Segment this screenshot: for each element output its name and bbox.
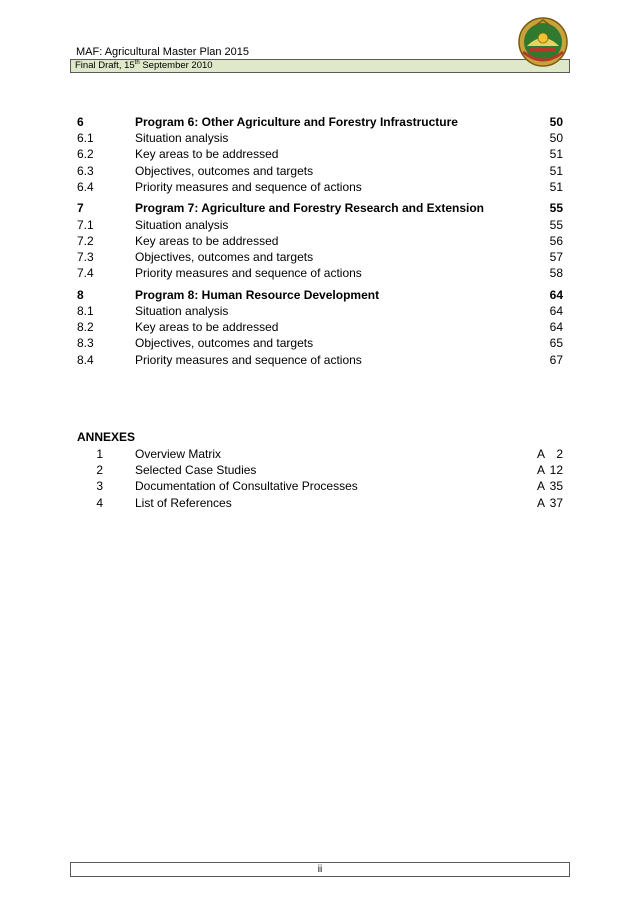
footer-page-band xyxy=(70,862,570,877)
ministry-emblem-icon xyxy=(517,16,569,68)
toc-number: 6 xyxy=(77,115,84,129)
toc-section-row[interactable] xyxy=(77,130,563,146)
toc-number: 7.4 xyxy=(77,266,94,281)
toc-title: Program 7: Agriculture and Forestry Research and Extension xyxy=(135,201,484,216)
annex-page-prefix: A xyxy=(536,495,545,510)
annex-page-prefix: A xyxy=(536,479,545,494)
toc-number: 8.1 xyxy=(77,304,94,319)
header-draft-band xyxy=(70,59,570,73)
toc-number: 6.4 xyxy=(77,179,94,194)
annexes-list xyxy=(77,446,563,511)
toc-title: Situation analysis xyxy=(135,217,229,232)
toc-page: 57 xyxy=(549,250,563,264)
toc-title: Situation analysis xyxy=(135,304,229,319)
annex-number: 4 xyxy=(96,495,103,510)
toc-title: Objectives, outcomes and targets xyxy=(135,250,314,264)
toc-number: 7.2 xyxy=(77,233,94,248)
toc-section-row[interactable] xyxy=(77,319,563,335)
toc-group-6 xyxy=(77,114,563,195)
toc-title: Objectives, outcomes and targets xyxy=(135,163,314,178)
annex-page: 12 xyxy=(549,463,563,478)
toc-title: Key areas to be addressed xyxy=(135,147,279,162)
toc-number: 8.2 xyxy=(77,320,94,335)
toc-page: 51 xyxy=(549,147,563,162)
toc-title: Situation analysis xyxy=(135,131,229,146)
toc-section-row[interactable] xyxy=(77,335,563,351)
toc-number: 7.1 xyxy=(77,217,94,232)
header-title: MAF: Agricultural Master Plan 2015 xyxy=(76,46,250,58)
annex-page: 35 xyxy=(549,479,563,494)
toc-group-8 xyxy=(77,287,563,368)
toc-page: 51 xyxy=(549,163,563,178)
toc-page: 50 xyxy=(549,131,563,146)
toc-number: 6.1 xyxy=(77,131,94,146)
annex-row[interactable] xyxy=(77,478,563,494)
annex-number: 3 xyxy=(96,479,103,494)
annexes-heading: ANNEXES xyxy=(77,430,136,444)
toc-number: 8.3 xyxy=(77,336,94,351)
toc-page: 56 xyxy=(549,233,563,248)
toc-chapter-row[interactable] xyxy=(77,114,563,130)
annex-page: 37 xyxy=(549,495,563,510)
toc-page: 50 xyxy=(549,115,563,129)
toc-group-7 xyxy=(77,200,563,281)
toc-title: Key areas to be addressed xyxy=(135,320,279,335)
toc-section-row[interactable] xyxy=(77,233,563,249)
toc-title: Priority measures and sequence of actions xyxy=(135,352,362,367)
table-of-contents xyxy=(77,114,563,368)
annex-number: 1 xyxy=(96,447,103,461)
toc-section-row[interactable] xyxy=(77,303,563,319)
toc-chapter-row[interactable] xyxy=(77,200,563,216)
toc-number: 7 xyxy=(77,201,84,216)
toc-page: 64 xyxy=(549,304,563,319)
toc-page: 65 xyxy=(549,336,563,351)
toc-number: 7.3 xyxy=(77,250,94,264)
toc-number: 6.2 xyxy=(77,147,94,162)
toc-section-row[interactable] xyxy=(77,265,563,281)
draft-prefix: Final Draft, 15 xyxy=(75,60,135,71)
annex-page-prefix: A xyxy=(536,447,545,461)
annex-number: 2 xyxy=(96,463,103,478)
toc-title: Key areas to be addressed xyxy=(135,233,279,248)
toc-page: 64 xyxy=(549,320,563,335)
toc-page: 58 xyxy=(549,266,563,281)
toc-section-row[interactable] xyxy=(77,163,563,179)
toc-page: 64 xyxy=(549,287,563,302)
toc-title: Program 8: Human Resource Development xyxy=(135,287,380,302)
annex-page-prefix: A xyxy=(536,463,545,478)
toc-section-row[interactable] xyxy=(77,217,563,233)
annex-page: 2 xyxy=(556,447,563,461)
annex-title: Overview Matrix xyxy=(135,447,222,461)
toc-number: 8.4 xyxy=(77,352,94,367)
toc-page: 55 xyxy=(549,201,563,216)
annex-title: Selected Case Studies xyxy=(135,463,257,478)
toc-section-row[interactable] xyxy=(77,179,563,195)
toc-title: Program 6: Other Agriculture and Forestry Infrastructure xyxy=(135,115,458,129)
toc-title: Objectives, outcomes and targets xyxy=(135,336,314,351)
annex-row[interactable] xyxy=(77,462,563,478)
annex-row[interactable] xyxy=(77,446,563,462)
toc-page: 51 xyxy=(549,179,563,194)
draft-suffix: September 2010 xyxy=(139,60,213,71)
toc-number: 6.3 xyxy=(77,163,94,178)
toc-page: 55 xyxy=(549,217,563,232)
toc-section-row[interactable] xyxy=(77,249,563,265)
annex-title: List of References xyxy=(135,495,232,510)
toc-number: 8 xyxy=(77,287,84,302)
page-number: ii xyxy=(317,864,323,875)
toc-chapter-row[interactable] xyxy=(77,287,563,303)
toc-section-row[interactable] xyxy=(77,146,563,162)
toc-section-row[interactable] xyxy=(77,352,563,368)
draft-superscript: th xyxy=(134,60,140,66)
toc-page: 67 xyxy=(549,352,563,367)
annex-title: Documentation of Consultative Processes xyxy=(135,479,358,494)
toc-title: Priority measures and sequence of actions xyxy=(135,266,362,281)
toc-title: Priority measures and sequence of actions xyxy=(135,179,362,194)
draft-date xyxy=(75,60,213,72)
annex-row[interactable] xyxy=(77,495,563,511)
